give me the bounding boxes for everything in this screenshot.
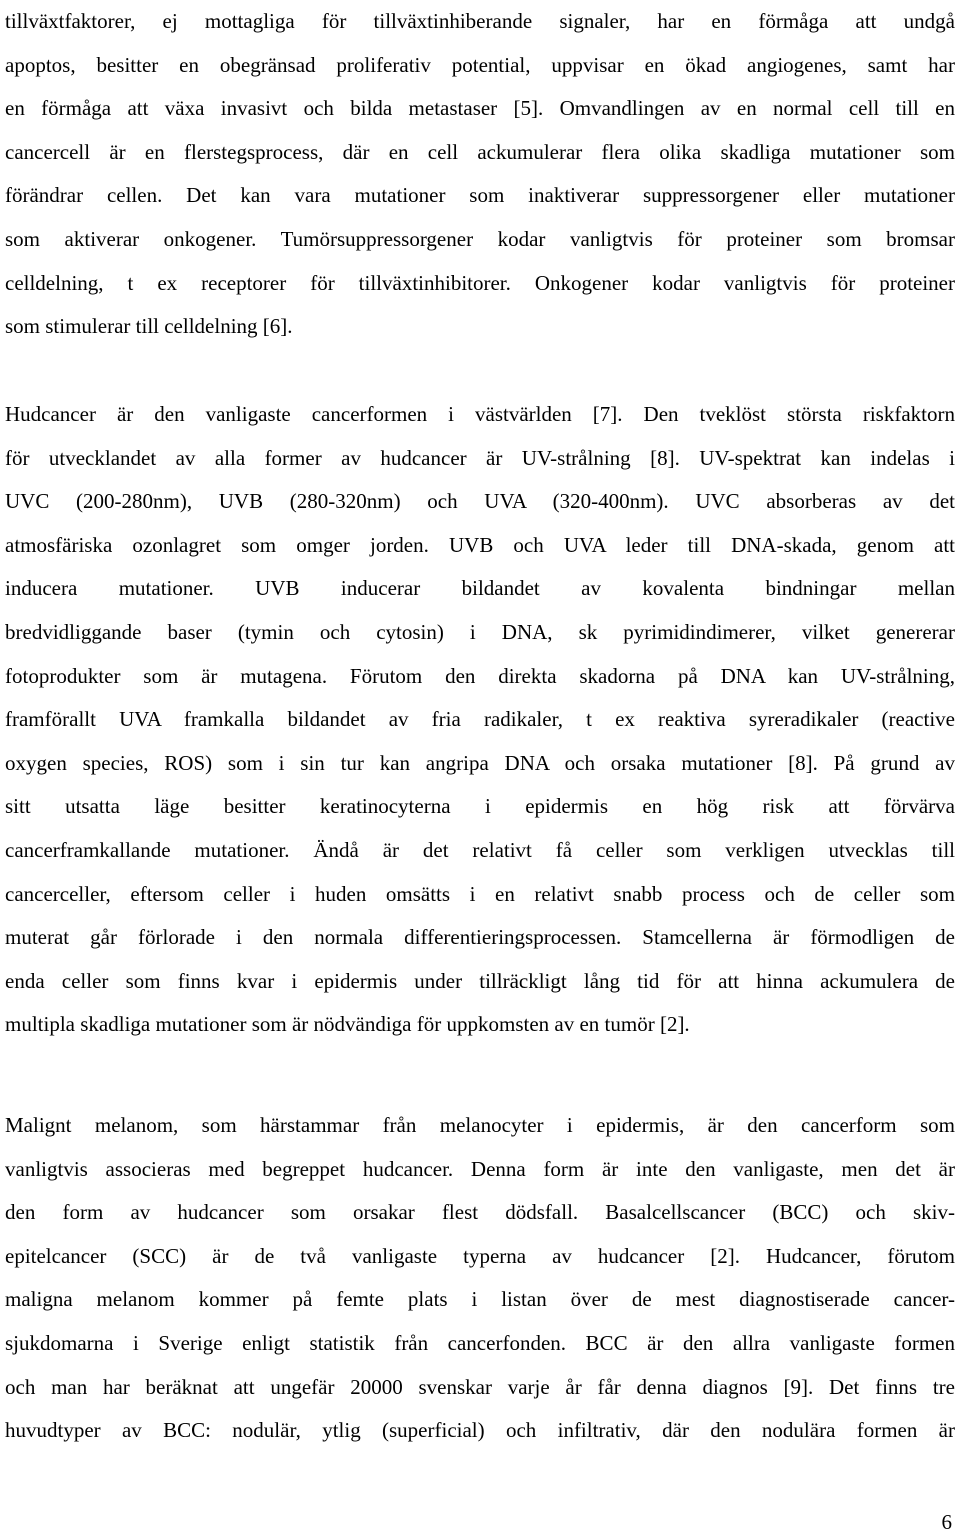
paragraph-2 — [5, 393, 955, 1047]
text-line: huvudtyper av BCC: nodulär, ytlig (superficial) och infiltrativ, där den nodulära formen är — [5, 1418, 955, 1443]
text-line: och man har beräknat att ungefär 20000 svenskar varje år får denna diagnos [9]. Det finns tre — [5, 1374, 955, 1399]
text-line: som stimulerar till celldelning [6]. — [5, 314, 293, 339]
text-line: sjukdomarna i Sverige enligt statistik från cancerfonden. BCC är den allra vanligaste formen — [5, 1330, 955, 1355]
text-line: fotoprodukter som är mutagena. Förutom den direkta skadorna på DNA kan UV-strålning, — [5, 663, 955, 688]
paragraph-3 — [5, 1104, 955, 1453]
text-line: för utvecklandet av alla former av hudcancer är UV-strålning [8]. UV-spektrat kan indelas i — [5, 445, 955, 470]
text-line: Malignt melanom, som härstammar från melanocyter i epidermis, är den cancerform som — [5, 1113, 955, 1137]
text-line: bredvidliggande baser (tymin och cytosin) i DNA, sk pyrimidindimerer, vilket genererar — [5, 619, 955, 644]
text-line: sitt utsatta läge besitter keratinocyterna i epidermis en hög risk att förvärva — [5, 794, 955, 819]
text-line: som aktiverar onkogener. Tumörsuppressorgener kodar vanligtvis för proteiner som bromsar — [5, 226, 955, 251]
text-line: celldelning, t ex receptorer för tillväxtinhibitorer. Onkogener kodar vanligtvis för proteiner — [5, 270, 955, 295]
text-line: UVC (200-280nm), UVB (280-320nm) och UVA (320-400nm). UVC absorberas av det — [5, 489, 955, 514]
text-line: epitelcancer (SCC) är de två vanligaste typerna av hudcancer [2]. Hudcancer, förutom — [5, 1243, 955, 1268]
text-line: muterat går förlorade i den normala differentieringsprocessen. Stamcellerna är förmodligen de — [5, 925, 955, 950]
text-line: inducera mutationer. UVB inducerar bildandet av kovalenta bindningar mellan — [5, 576, 955, 601]
page-number: 6 — [941, 1510, 952, 1534]
text-line: oxygen species, ROS) som i sin tur kan angripa DNA och orsaka mutationer [8]. På grund av — [5, 750, 955, 775]
text-line: multipla skadliga mutationer som är nödvändiga för uppkomsten av en tumör [2]. — [5, 1012, 690, 1037]
text-line: framförallt UVA framkalla bildandet av fria radikaler, t ex reaktiva syreradikaler (reactive — [5, 707, 955, 732]
paragraph-1 — [5, 0, 955, 349]
text-line: cancercell är en flerstegsprocess, där en cell ackumulerar flera olika skadliga mutationer som — [5, 139, 955, 164]
text-line: förändrar cellen. Det kan vara mutationer som inaktiverar suppressorgener eller mutationer — [5, 183, 955, 208]
text-line: vanligtvis associeras med begreppet hudcancer. Denna form är inte den vanligaste, men det är — [5, 1156, 955, 1181]
text-line: cancerframkallande mutationer. Ändå är det relativt få celler som verkligen utvecklas till — [5, 837, 955, 862]
text-line: Hudcancer är den vanligaste cancerformen i västvärlden [7]. Den tveklöst största riskfaktorn — [5, 402, 955, 426]
text-line: cancerceller, eftersom celler i huden omsätts i en relativt snabb process och de celler som — [5, 881, 955, 906]
text-line: den form av hudcancer som orsakar flest dödsfall. Basalcellscancer (BCC) och skiv- — [5, 1200, 955, 1225]
text-line: tillväxtfaktorer, ej mottagliga för tillväxtinhiberande signaler, har en förmåga att undgå — [5, 9, 955, 33]
text-line: atmosfäriska ozonlagret som omger jorden. UVB och UVA leder till DNA-skada, genom att — [5, 532, 955, 557]
text-line: maligna melanom kommer på femte plats i listan över de mest diagnostiserade cancer- — [5, 1287, 955, 1312]
text-line: enda celler som finns kvar i epidermis under tillräckligt lång tid för att hinna ackumulera de — [5, 968, 955, 993]
text-line: en förmåga att växa invasivt och bilda metastaser [5]. Omvandlingen av en normal cell till en — [5, 96, 955, 121]
text-line: apoptos, besitter en obegränsad proliferativ potential, uppvisar en ökad angiogenes, samt har — [5, 52, 955, 77]
